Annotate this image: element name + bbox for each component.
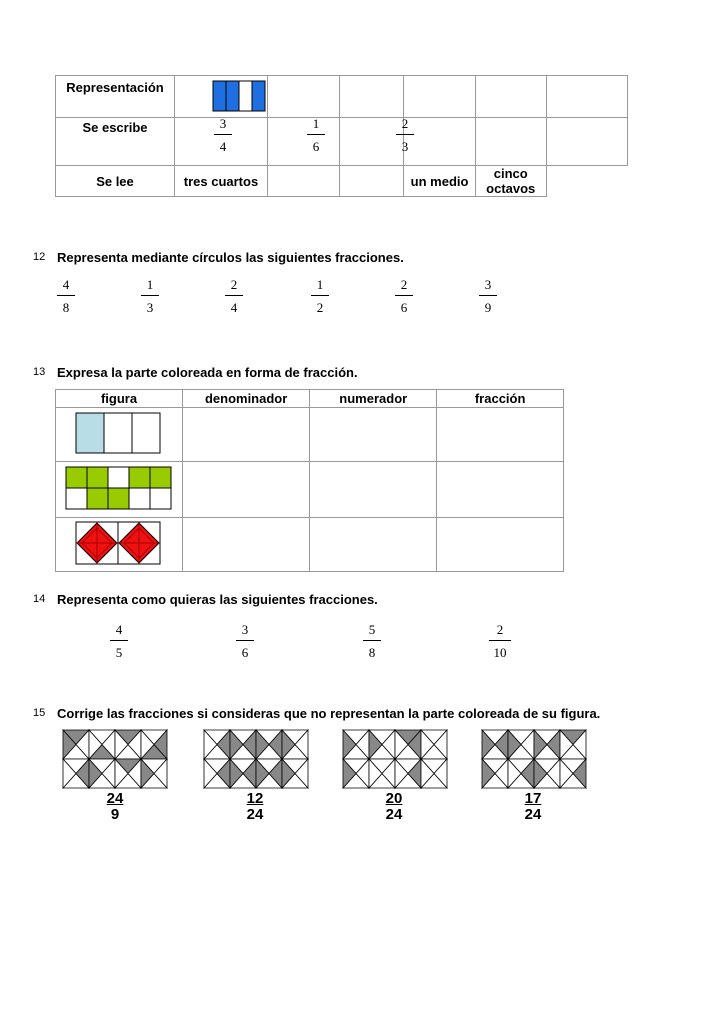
denominator: 9 [110, 806, 120, 823]
denominator: 5 [115, 645, 123, 660]
question-text: Expresa la parte coloreada en forma de fracción. [57, 365, 358, 380]
empty-cell [475, 76, 546, 118]
red-diamonds-figure [56, 518, 182, 568]
numerator: 24 [106, 790, 124, 807]
shaded-cell [129, 467, 150, 488]
fractions-table [55, 75, 628, 197]
denominator: 6 [312, 139, 320, 154]
question-number: 12 [33, 251, 46, 263]
fraction [107, 622, 131, 661]
denominator: 4 [219, 139, 227, 154]
shaded-cell [87, 467, 108, 488]
numerator: 12 [246, 790, 264, 807]
denominator: 4 [230, 300, 238, 315]
question-text: Corrige las fracciones si consideras que no representan la parte coloreada de su figura. [57, 706, 601, 721]
fraction [211, 116, 235, 155]
numerator: 1 [312, 116, 320, 131]
denominator: 6 [400, 300, 408, 315]
numerator: 1 [146, 277, 154, 292]
shaded-cell [150, 467, 171, 488]
fraction [393, 116, 417, 155]
answer-cell [183, 462, 310, 518]
empty-cell [546, 76, 627, 118]
denominator: 9 [484, 300, 492, 315]
blue-rectangle-figure [56, 408, 182, 458]
fraction [240, 791, 270, 823]
question-number: 15 [33, 707, 46, 719]
numerator: 17 [524, 790, 542, 807]
fraction [138, 277, 162, 316]
reading-cell: tres cuartos [174, 166, 267, 197]
denominator: 3 [146, 300, 154, 315]
empty-cell [340, 76, 404, 118]
fraction [518, 791, 548, 823]
denominator: 3 [401, 139, 409, 154]
unshaded-cell [150, 488, 171, 509]
numerator: 4 [115, 622, 123, 637]
empty-cell [475, 118, 546, 166]
fraction [486, 622, 514, 661]
reading-cell: un medio [404, 166, 475, 197]
triangle-figure-1 [62, 729, 168, 789]
denominator: 24 [524, 806, 542, 823]
header-numerador: numerador [310, 390, 437, 408]
numerator: 2 [230, 277, 238, 292]
denominator: 6 [241, 645, 249, 660]
answer-cell [437, 518, 564, 572]
numerator: 5 [368, 622, 376, 637]
answer-cell [310, 462, 437, 518]
empty-cell [404, 76, 475, 118]
question-text: Representa mediante círculos las siguientes fracciones. [57, 250, 404, 265]
answer-cell [437, 462, 564, 518]
fraction [304, 116, 328, 155]
reading-cell: cinco octavos [475, 166, 546, 197]
denominator: 2 [316, 300, 324, 315]
row-label-se-lee: Se lee [56, 166, 175, 197]
numerator: 3 [484, 277, 492, 292]
answer-cell [183, 408, 310, 462]
denominator: 8 [62, 300, 70, 315]
answer-cell [310, 408, 437, 462]
denominator: 24 [385, 806, 403, 823]
representation-cell [174, 76, 267, 118]
triangle-figure-4 [481, 729, 587, 789]
shaded-cell [108, 488, 129, 509]
unshaded-cell [108, 467, 129, 488]
triangle-figure-3 [342, 729, 448, 789]
reading-cell [340, 166, 404, 197]
denominator: 8 [368, 645, 376, 660]
row-label-se-escribe: Se escribe [56, 118, 175, 166]
denominator: 24 [246, 806, 264, 823]
figure-cell [56, 462, 183, 518]
answer-cell [310, 518, 437, 572]
green-grid-figure [56, 462, 182, 514]
blue-bars-figure [175, 76, 267, 114]
question-text: Representa como quieras las siguientes fracciones. [57, 592, 378, 607]
triangle-figure-2 [203, 729, 309, 789]
numerator: 2 [400, 277, 408, 292]
unshaded-cell [129, 488, 150, 509]
numerator: 3 [241, 622, 249, 637]
header-denominador: denominador [183, 390, 310, 408]
row-label-representacion: Representación [56, 76, 175, 118]
numerator: 20 [385, 790, 403, 807]
numerator: 4 [62, 277, 70, 292]
answer-cell [437, 408, 564, 462]
numerator: 2 [401, 116, 409, 131]
answer-cell [183, 518, 310, 572]
reading-cell [267, 166, 339, 197]
fraction [379, 791, 409, 823]
header-figura: figura [56, 390, 183, 408]
numerator: 1 [316, 277, 324, 292]
shaded-cell [66, 467, 87, 488]
numerator: 3 [219, 116, 227, 131]
fraction [476, 277, 500, 316]
question-number: 14 [33, 593, 46, 605]
question-number: 13 [33, 366, 46, 378]
fraction [233, 622, 257, 661]
figure-cell [56, 408, 183, 462]
fraction [392, 277, 416, 316]
numerator: 2 [496, 622, 504, 637]
figure-cell [56, 518, 183, 572]
empty-cell [267, 76, 339, 118]
fraction-figures-table [55, 389, 564, 572]
header-fraccion: fracción [437, 390, 564, 408]
fraction [360, 622, 384, 661]
unshaded-cell [66, 488, 87, 509]
empty-cell [546, 118, 627, 166]
denominator: 10 [493, 645, 507, 660]
fraction [100, 791, 130, 823]
shaded-cell [87, 488, 108, 509]
fraction [308, 277, 332, 316]
fraction [54, 277, 78, 316]
fraction [222, 277, 246, 316]
